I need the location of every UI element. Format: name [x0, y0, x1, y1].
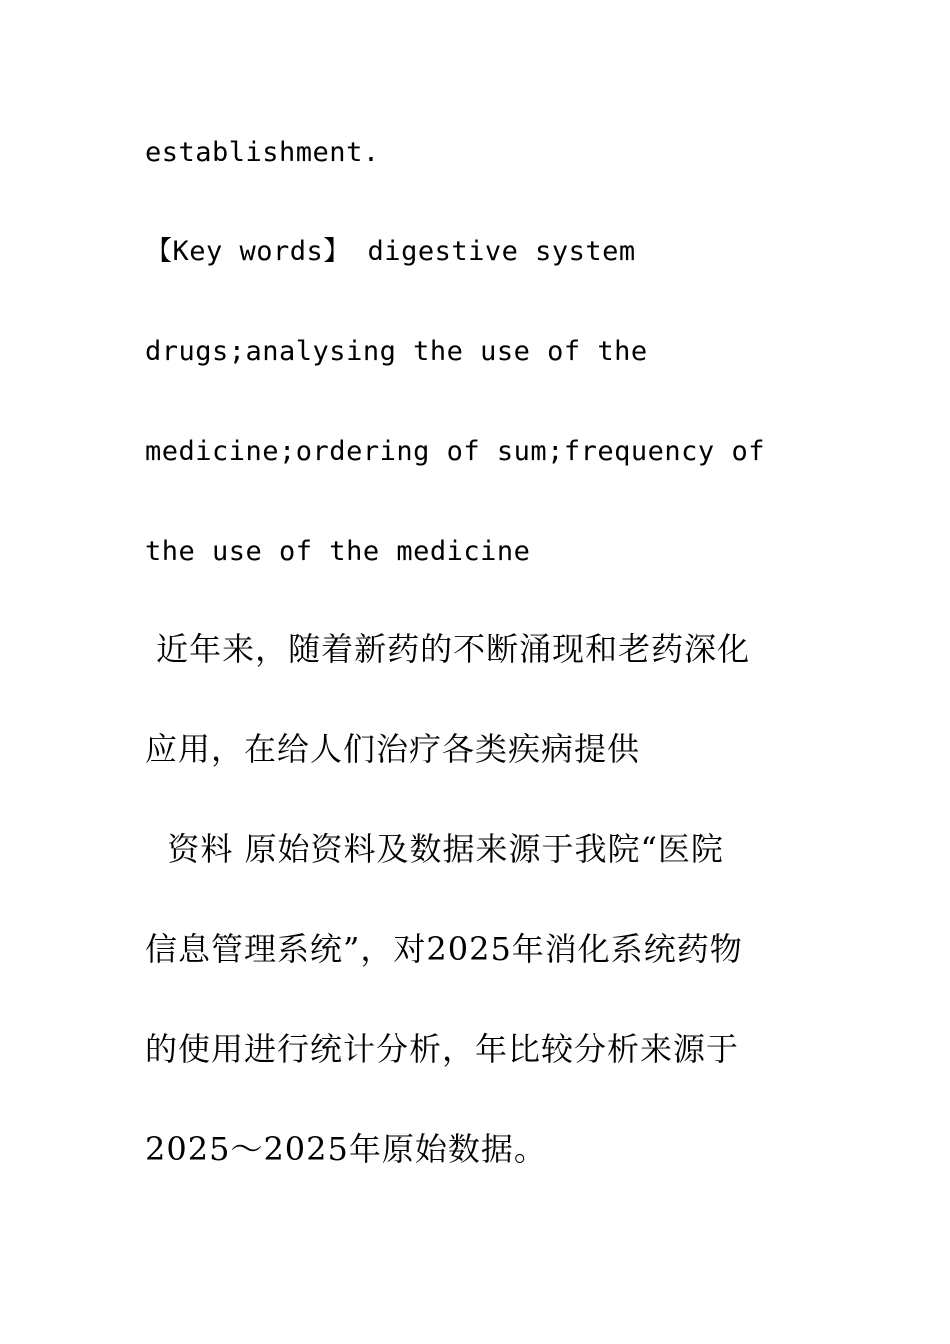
keywords-line-3: medicine;ordering of sum;frequency of: [145, 436, 765, 467]
materials-line-2: 信息管理系统”，对2025年消化系统药物: [145, 930, 743, 968]
intro-line-2: 应用，在给人们治疗各类疾病提供: [145, 730, 641, 768]
keywords-line-2: drugs;analysing the use of the: [145, 336, 648, 367]
materials-line-4: 2025～2025年原始数据。: [145, 1130, 547, 1168]
keywords-line-4: the use of the medicine: [145, 536, 531, 567]
keywords-line-1: 【Key words】 digestive system: [145, 236, 636, 267]
materials-line-1: 资料 原始资料及数据来源于我院“医院: [145, 830, 724, 868]
materials-line-3: 的使用进行统计分析，年比较分析来源于: [145, 1030, 740, 1068]
intro-line-1: 近年来，随着新药的不断涌现和老药深化: [145, 630, 751, 668]
abstract-tail-text: establishment.: [145, 137, 380, 168]
